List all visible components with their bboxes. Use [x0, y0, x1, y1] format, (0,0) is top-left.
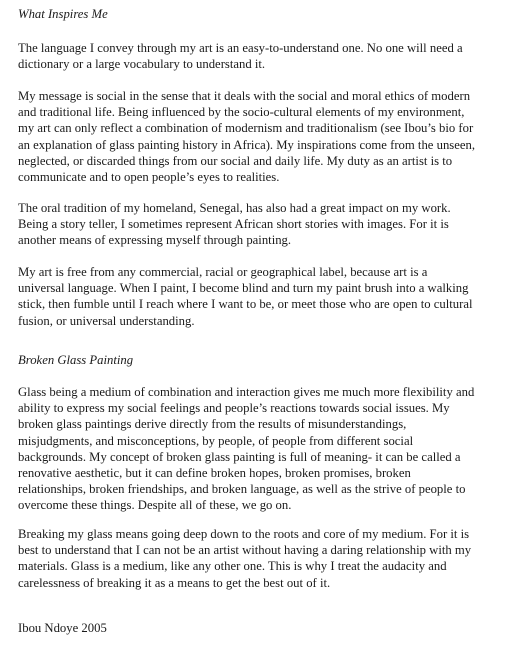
- text-line: best to understand that I can not be an artist without having a daring relationship with my: [18, 543, 472, 558]
- text-line: ability to express my social feelings and people’s reactions towards social issues. My: [18, 401, 450, 416]
- paragraph-language: [18, 40, 514, 72]
- text-line: materials. Glass is a medium, like any other one. This is why I treat the audacity and: [18, 559, 447, 574]
- text-line: backgrounds. My concept of broken glass painting is full of meaning- it can be called a: [18, 449, 461, 464]
- text-line: Being a story teller, I sometimes represent African short stories with images. For it is: [18, 217, 449, 232]
- text-line: Breaking my glass means going deep down to the roots and core of my medium. For it is: [18, 527, 470, 541]
- text-line: an explanation of glass painting history in Africa). My inspirations come from the unseen,: [18, 137, 476, 152]
- text-line: fusion, or universal understanding.: [18, 313, 195, 328]
- text-line: communicate and to open people’s eyes to realities.: [18, 170, 280, 185]
- text-line: broken glass paintings derive directly from the results of misunderstandings,: [18, 417, 407, 432]
- text-line: stick, then fumble until I reach where I want to be, or meet those who are open to cultural: [18, 297, 473, 312]
- text-line: my art can only reflect a combination of modernism and traditionalism (see Ibou’s bio for: [18, 121, 474, 136]
- author-signature: Ibou Ndoye 2005: [18, 621, 107, 635]
- text-line: Glass being a medium of combination and interaction gives me much more flexibility and: [18, 385, 475, 399]
- text-line: another means of expressing myself through painting.: [18, 233, 292, 248]
- text-line: dictionary or a large vocabulary to understand it.: [18, 57, 266, 72]
- text-line: universal language. When I paint, I become blind and turn my paint brush into a walking: [18, 281, 469, 296]
- text-line: neglected, or discarded things from our social and daily life. My duty as an artist is to: [18, 153, 453, 168]
- text-line: and traditional life. Being influenced by the socio-cultural elements of my environment,: [18, 105, 465, 120]
- text-line: carelessness of breaking it as a means to get the best out of it.: [18, 575, 331, 590]
- section-heading-what-inspires-me: What Inspires Me: [18, 7, 108, 21]
- text-line: My message is social in the sense that it deals with the social and moral ethics of modern: [18, 89, 471, 103]
- paragraph-message: [18, 88, 514, 185]
- text-line: misjudgments, and misconceptions, by people, of people from different social: [18, 433, 414, 448]
- text-line: The language I convey through my art is an easy-to-understand one. No one will need a: [18, 41, 463, 55]
- text-line: The oral tradition of my homeland, Senegal, has also had a great impact on my work.: [18, 201, 451, 215]
- section-heading-broken-glass-painting: Broken Glass Painting: [18, 353, 134, 367]
- text-line: My art is free from any commercial, racial or geographical label, because art is a: [18, 265, 428, 279]
- text-line: renovative aesthetic, but it can define broken hopes, broken promises, broken: [18, 466, 411, 481]
- paragraph-art-is-free: [18, 264, 514, 329]
- paragraph-oral-tradition: [18, 200, 514, 249]
- paragraph-breaking-glass: [18, 526, 514, 591]
- paragraph-glass-medium: [18, 384, 514, 514]
- text-line: relationships, broken friendships, and broken language, as well as the strive of people to: [18, 482, 466, 497]
- text-line: overcome these things. Despite all of these, we go on.: [18, 498, 292, 513]
